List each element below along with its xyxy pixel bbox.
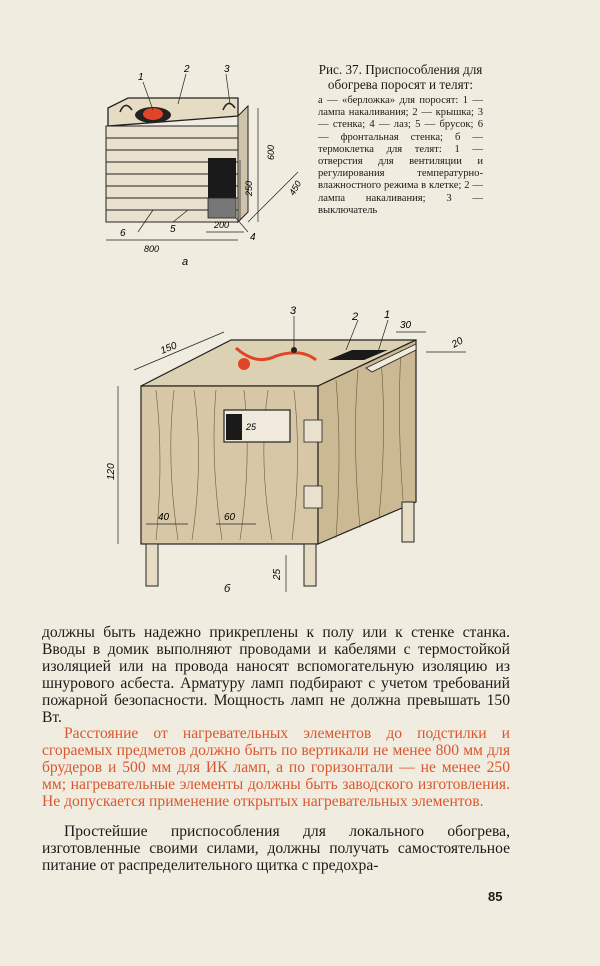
- lid-shape: [108, 98, 238, 126]
- fig-a-dim-200: 200: [214, 220, 230, 230]
- fig-b-dim-150: 150: [159, 340, 179, 357]
- fig-a-label-5: 5: [170, 224, 176, 235]
- paragraph-1-text: должны быть надежно прикреплены к полу или к стенке станка. Вводы в домик выполняют проводами и кабелями с термостойкой изоляцией или на провода наносят вспомогательную изоляцию из шнурового асбеста. Арматуру ламп подбирают с учетом требований пожарной безопасности. Мощность ламп не должна превышать 150 Вт.: [42, 624, 510, 726]
- fig-b-label-2: 2: [352, 311, 359, 323]
- paragraph-3-text: Простейшие приспособления для локального обогрева, изготовленные своими силами, должны получать самостоятельное питание от распределительного щитка с предохра-: [42, 823, 510, 874]
- fig-b-dim-40: 40: [158, 512, 170, 523]
- fig-a-label-3: 3: [224, 64, 230, 75]
- fig-a-label-1: 1: [138, 72, 144, 83]
- fig-b-dim-20: 20: [450, 335, 466, 351]
- fig-a-dim-800: 800: [144, 244, 160, 254]
- fig-a-panel-letter: а: [182, 256, 189, 268]
- fig-a-dim-600: 600: [266, 144, 276, 160]
- lamp-shape: [238, 358, 250, 370]
- fig-a-dim-250: 250: [244, 180, 254, 196]
- page-number: 85: [488, 889, 503, 904]
- fig-a-dim-450: 450: [287, 178, 304, 197]
- paragraph-3: [42, 823, 510, 874]
- fig-b-dim-30: 30: [400, 320, 412, 331]
- paragraph-2-text: Расстояние от нагревательных элементов до подстилки и сгораемых предметов должно быть по вертикали не менее 800 мм для брудеров и 500 мм для ИК ламп, а по горизонтали — не менее 250 мм; нагревательные элементы должны быть заводского изготовления. Не допускается применение открытых нагревательных элементов.: [42, 725, 510, 810]
- fig-a-label-4: 4: [250, 232, 256, 243]
- fig-b-dim-60: 60: [224, 512, 236, 523]
- fig-b-dim-25: 25: [272, 568, 283, 580]
- opening-shape: [208, 158, 236, 198]
- fig-b-label-3: 3: [290, 305, 297, 317]
- paragraph-2-highlighted: [42, 725, 510, 810]
- fig-b-dim-25-window: 25: [246, 422, 257, 432]
- figure-a: [98, 60, 313, 270]
- fig-b-dim-120: 120: [106, 463, 117, 480]
- figure-caption: [318, 62, 483, 217]
- caption-title: Рис. 37. Приспособления для обогрева поросят и телят:: [318, 62, 483, 92]
- fig-a-label-2: 2: [184, 64, 190, 75]
- fig-b-label-1: 1: [384, 309, 391, 321]
- figure-b: [96, 300, 516, 600]
- paragraph-1: [42, 624, 510, 726]
- caption-body: а — «берложка» для поросят: 1 — лампа накаливания; 2 — крышка; 3 — стенка; 4 — лаз; 5 — брусок; 6 — фронтальная стенка; б — термоклетка для телят: 1 — отверстия для вентиляции и регулирования температурно-влажностного режима в клетке; 2 — лампа накаливания; 3 — выключатель: [318, 95, 483, 216]
- fig-a-label-6: 6: [120, 228, 126, 239]
- fig-b-panel-letter: б: [224, 583, 231, 595]
